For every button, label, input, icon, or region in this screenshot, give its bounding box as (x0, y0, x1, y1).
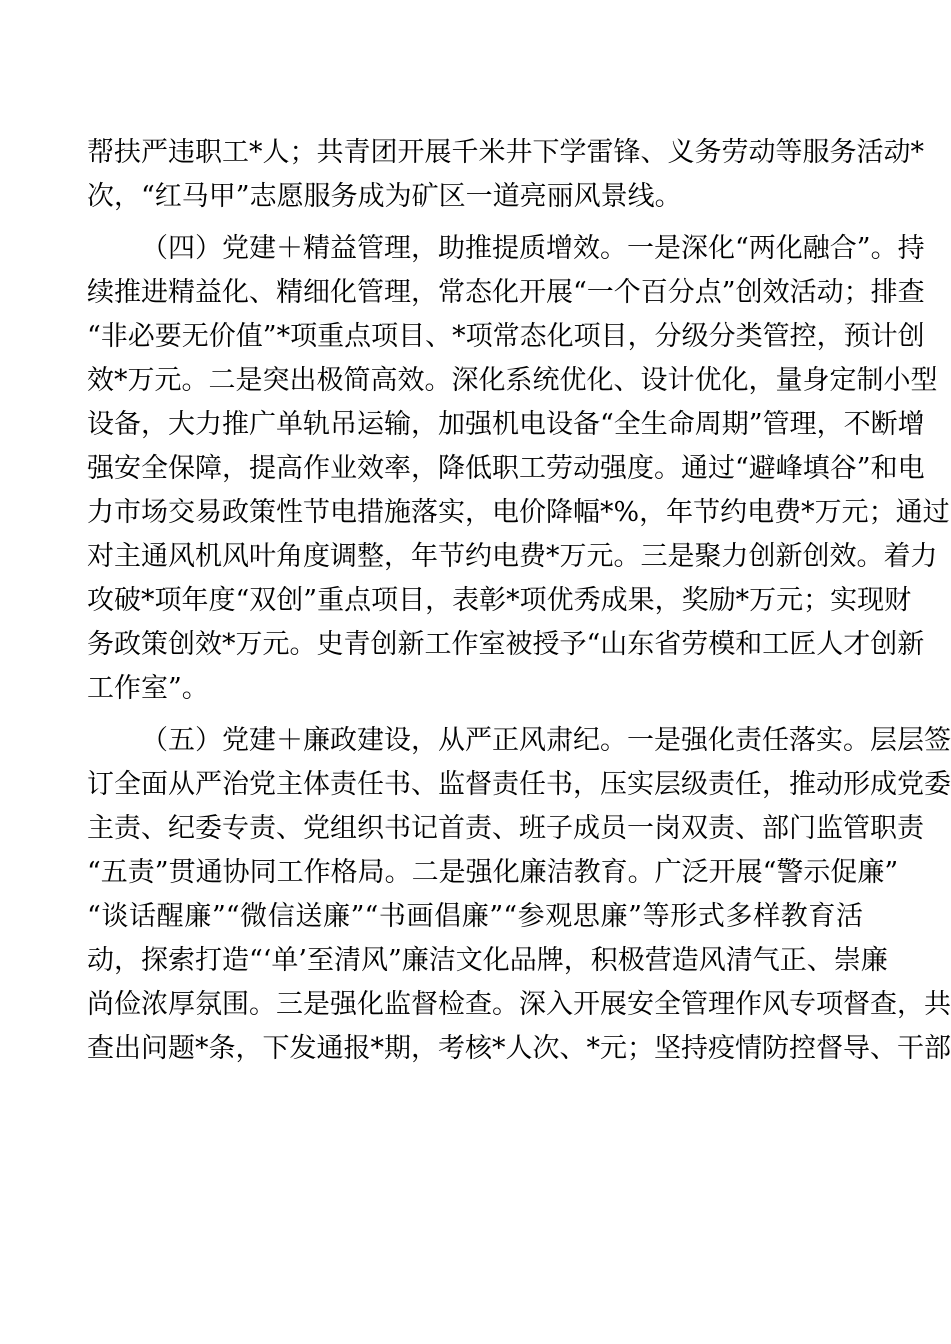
text-line: 设备，大力推广单轨吊运输，加强机电设备“全生命周期”管理，不断增 (87, 409, 925, 440)
text-line: 强安全保障，提高作业效率，降低职工劳动强度。通过“避峰填谷”和电 (87, 453, 925, 484)
text-line: 订全面从严治党主体责任书、监督责任书，压实层级责任，推动形成党委 (87, 769, 951, 800)
text-line: “五责”贯通协同工作格局。二是强化廉洁教育。广泛开展“警示促廉” (87, 857, 899, 888)
document-page (87, 131, 951, 1071)
paragraph-3 (87, 719, 951, 1071)
text-line: （四）党建＋精益管理，助推提质增效。一是深化“两化融合”。持 (141, 233, 925, 264)
text-line: 尚俭浓厚氛围。三是强化监督检查。深入开展安全管理作风专项督查，共 (87, 989, 951, 1020)
text-line: 查出问题*条，下发通报*期，考核*人次、*元；坚持疫情防控督导、干部 (87, 1033, 951, 1064)
text-line: 务政策创效*万元。史青创新工作室被授予“山东省劳模和工匠人才创新 (87, 629, 925, 660)
text-line: 力市场交易政策性节电措施落实，电价降幅*%，年节约电费*万元；通过 (87, 497, 950, 528)
text-line: 对主通风机风叶角度调整，年节约电费*万元。三是聚力创新创效。着力 (87, 541, 938, 572)
text-line: “谈话醒廉”“微信送廉”“书画倡廉”“参观思廉”等形式多样教育活 (87, 901, 863, 932)
text-line: 动，探索打造“‘单’至清风”廉洁文化品牌，积极营造风清气正、崇廉 (87, 945, 888, 976)
text-line: 主责、纪委专责、党组织书记首责、班子成员一岗双责、部门监管职责 (87, 813, 924, 844)
text-line: 次，“红马甲”志愿服务成为矿区一道亮丽风景线。 (87, 181, 682, 212)
text-line: 帮扶严违职工*人；共青团开展千米井下学雷锋、义务劳动等服务活动* (87, 137, 924, 168)
text-line: （五）党建＋廉政建设，从严正风肃纪。一是强化责任落实。层层签 (141, 725, 951, 756)
paragraph-1 (87, 131, 924, 219)
text-line: 续推进精益化、精细化管理，常态化开展“一个百分点”创效活动；排查 (87, 277, 925, 308)
text-line: 效*万元。二是突出极简高效。深化系统优化、设计优化，量身定制小型 (87, 365, 938, 396)
paragraph-2 (87, 227, 950, 711)
text-line: 攻破*项年度“双创”重点项目，表彰*项优秀成果，奖励*万元；实现财 (87, 585, 912, 616)
text-line: “非必要无价值”*项重点项目、*项常态化项目，分级分类管控，预计创 (87, 321, 925, 352)
text-line: 工作室”。 (87, 673, 209, 704)
